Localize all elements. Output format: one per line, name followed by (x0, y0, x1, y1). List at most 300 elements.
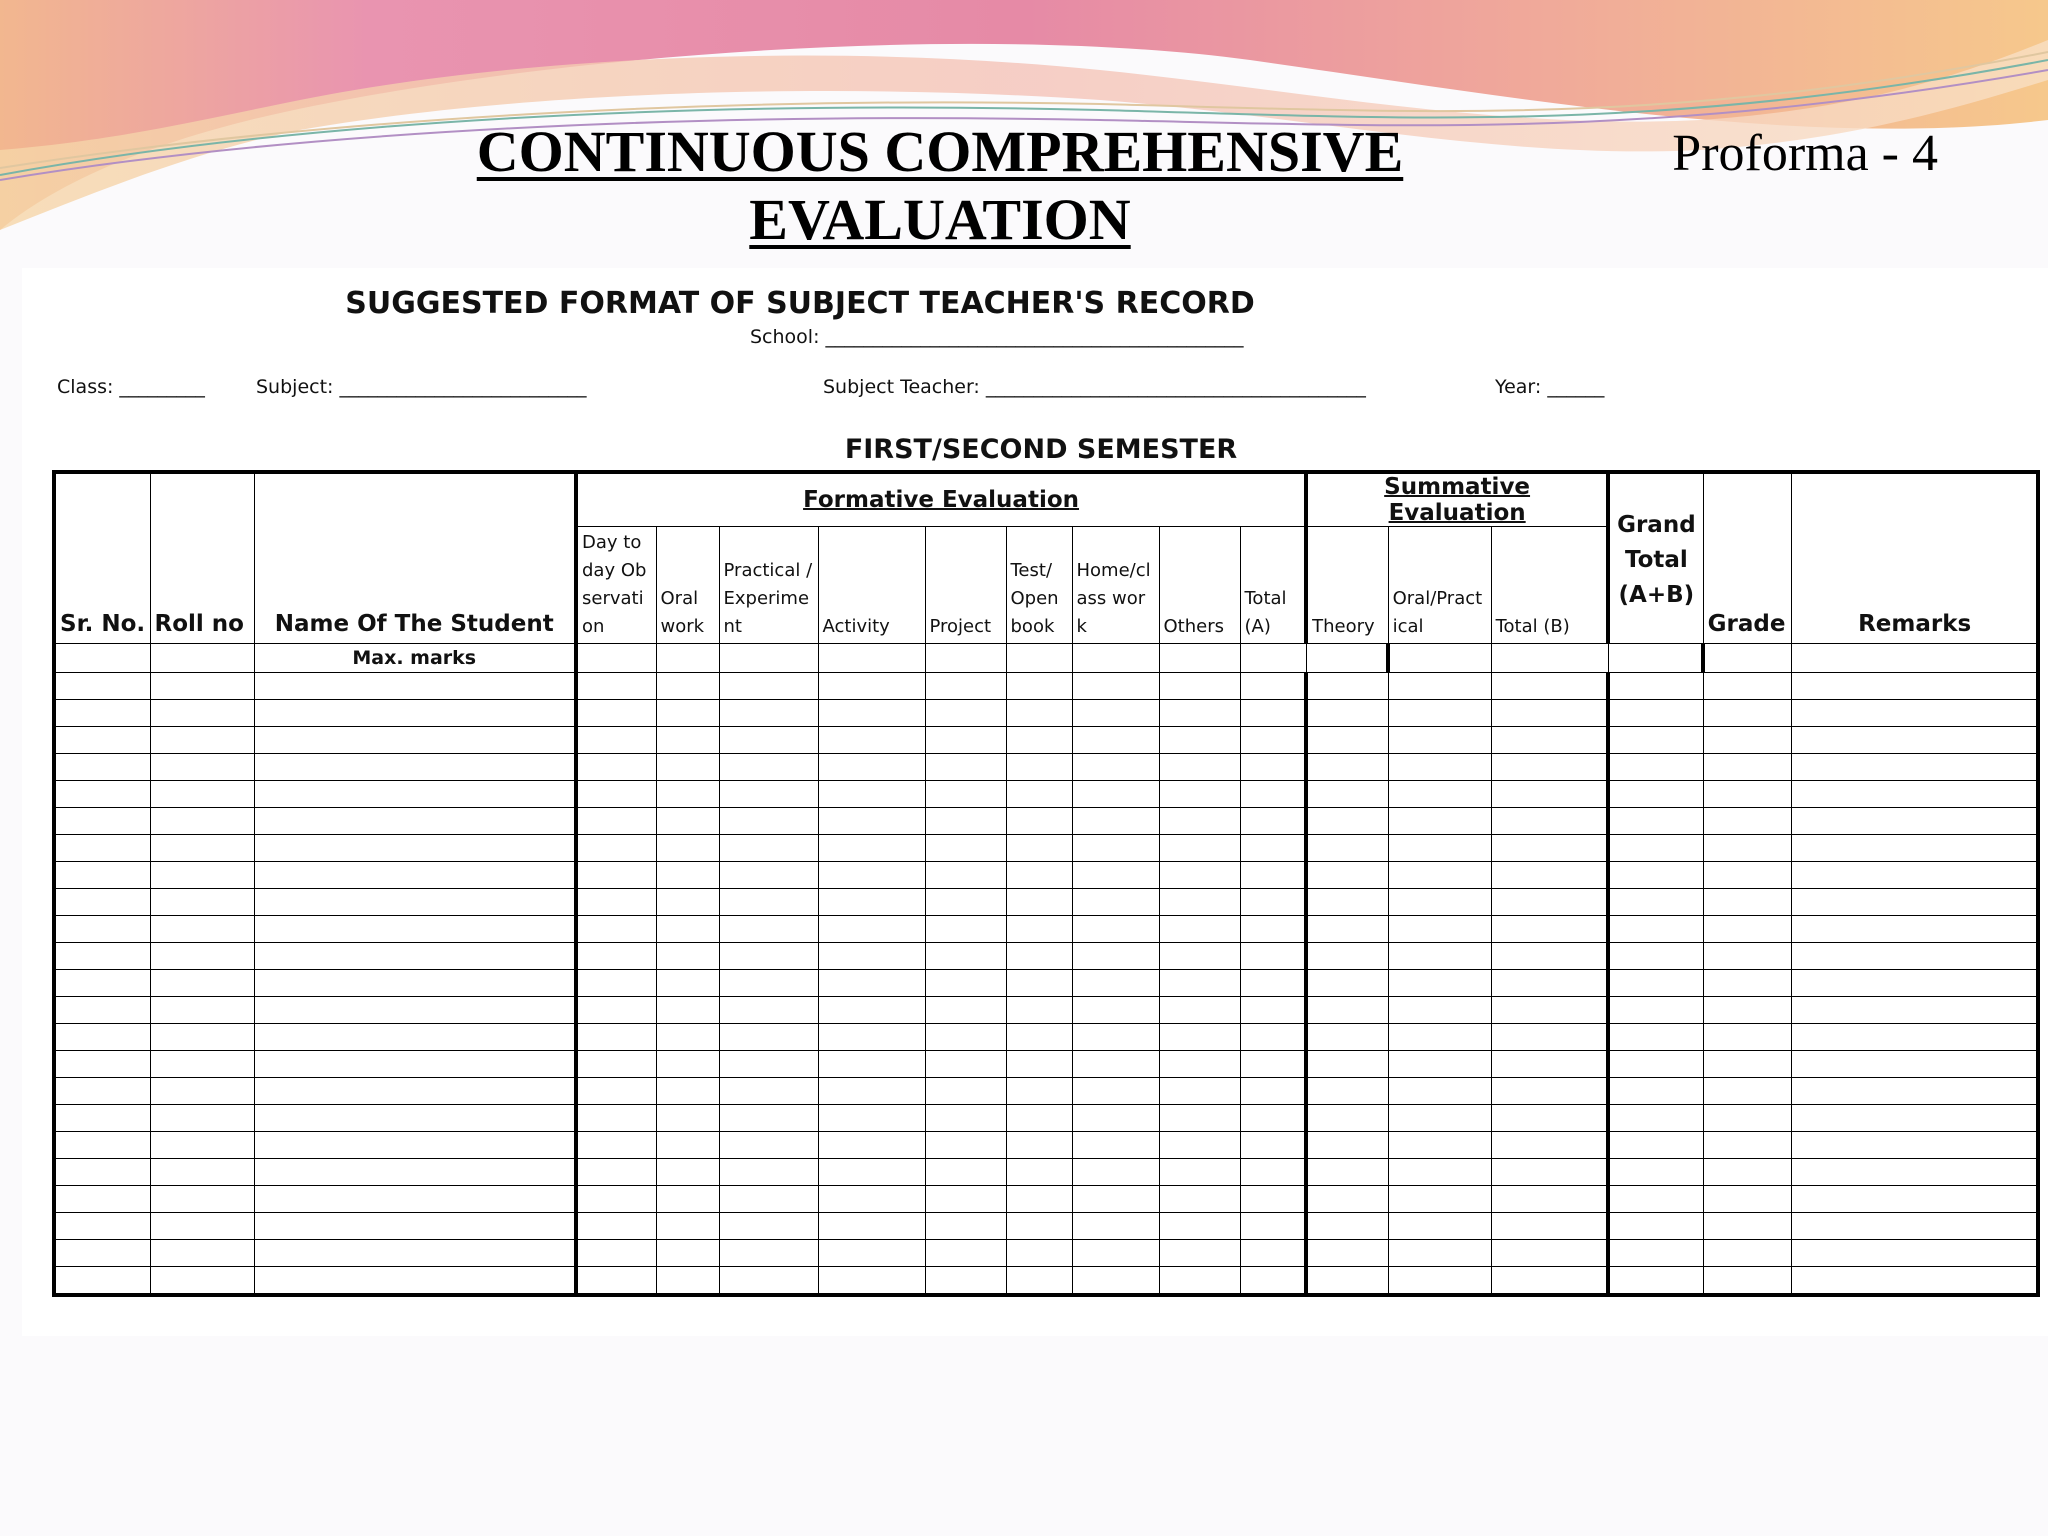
table-cell (54, 1213, 150, 1240)
table-row (54, 1024, 2038, 1051)
table-cell (1791, 835, 2038, 862)
table-cell (1388, 1159, 1491, 1186)
table-cell (1240, 862, 1306, 889)
table-cell (1608, 1078, 1703, 1105)
table-cell (576, 644, 656, 673)
table-cell (1608, 1051, 1703, 1078)
table-cell (1388, 673, 1491, 700)
table-cell (1306, 1051, 1388, 1078)
table-cell (1006, 943, 1072, 970)
table-cell (719, 997, 818, 1024)
table-cell (1791, 1213, 2038, 1240)
table-cell (1072, 835, 1159, 862)
col-activity: Activity (818, 527, 925, 644)
table-cell (656, 727, 719, 754)
table-cell (925, 1159, 1006, 1186)
table-cell (719, 1105, 818, 1132)
table-cell (1159, 1132, 1240, 1159)
table-cell (1006, 997, 1072, 1024)
table-cell (1791, 781, 2038, 808)
table-cell (818, 700, 925, 727)
table-cell (1608, 1159, 1703, 1186)
table-row (54, 727, 2038, 754)
table-cell (1388, 862, 1491, 889)
table-cell (1388, 1213, 1491, 1240)
table-cell (1072, 781, 1159, 808)
table-cell (254, 754, 576, 781)
table-cell (576, 700, 656, 727)
table-cell (1491, 754, 1608, 781)
col-oral-work: Oral work (656, 527, 719, 644)
table-cell (1240, 1213, 1306, 1240)
table-cell (150, 1024, 254, 1051)
table-cell (150, 1105, 254, 1132)
table-cell (1608, 1240, 1703, 1267)
table-cell (1306, 916, 1388, 943)
table-cell (1240, 781, 1306, 808)
table-cell (1388, 754, 1491, 781)
table-cell (1306, 835, 1388, 862)
table-cell (925, 673, 1006, 700)
table-cell (1306, 781, 1388, 808)
table-cell (656, 644, 719, 673)
table-cell (1006, 673, 1072, 700)
table-cell (150, 1078, 254, 1105)
summative-evaluation-header (1306, 472, 1608, 527)
table-cell (719, 808, 818, 835)
table-row (54, 1213, 2038, 1240)
table-cell (1072, 943, 1159, 970)
table-cell (1240, 1186, 1306, 1213)
table-cell (656, 1213, 719, 1240)
table-cell (1491, 1105, 1608, 1132)
table-cell (254, 997, 576, 1024)
table-cell (1159, 808, 1240, 835)
table-cell (818, 835, 925, 862)
table-cell (1159, 1267, 1240, 1296)
table-cell (150, 889, 254, 916)
table-cell (925, 889, 1006, 916)
table-cell (150, 970, 254, 997)
table-cell (1388, 1024, 1491, 1051)
table-cell (576, 1267, 656, 1296)
table-cell (1388, 835, 1491, 862)
table-cell (1388, 727, 1491, 754)
table-cell (1240, 1078, 1306, 1105)
table-cell (719, 1159, 818, 1186)
table-cell (150, 1267, 254, 1296)
table-cell (1306, 754, 1388, 781)
table-cell (1608, 835, 1703, 862)
table-cell (54, 673, 150, 700)
table-cell (1306, 1186, 1388, 1213)
table-cell (1159, 943, 1240, 970)
table-cell (54, 1132, 150, 1159)
table-cell (1159, 1213, 1240, 1240)
table-cell (576, 1186, 656, 1213)
table-cell (1388, 943, 1491, 970)
table-cell (1159, 916, 1240, 943)
table-cell (1791, 1186, 2038, 1213)
table-cell (254, 835, 576, 862)
table-cell (1608, 808, 1703, 835)
table-cell (576, 754, 656, 781)
table-cell (656, 916, 719, 943)
table-cell (1491, 644, 1608, 673)
table-cell (150, 1186, 254, 1213)
table-cell (1240, 943, 1306, 970)
table-cell (576, 997, 656, 1024)
col-sr-no: Sr. No. (54, 472, 150, 644)
table-cell (925, 997, 1006, 1024)
table-cell (1072, 700, 1159, 727)
table-cell (656, 1159, 719, 1186)
col-oral-practical: Oral/Practical (1388, 527, 1491, 644)
table-cell (54, 916, 150, 943)
table-cell (576, 889, 656, 916)
table-cell (1006, 916, 1072, 943)
table-cell (1159, 1159, 1240, 1186)
table-cell (1791, 1159, 2038, 1186)
table-cell (1240, 1240, 1306, 1267)
table-cell (818, 1132, 925, 1159)
table-cell (656, 673, 719, 700)
table-cell (1703, 1240, 1791, 1267)
table-cell (254, 1078, 576, 1105)
table-cell (1159, 970, 1240, 997)
table-cell (925, 808, 1006, 835)
table-cell (1006, 1186, 1072, 1213)
table-cell (656, 862, 719, 889)
table-cell (54, 943, 150, 970)
table-cell (1159, 644, 1240, 673)
table-cell (1703, 916, 1791, 943)
table-row (54, 889, 2038, 916)
table-cell (576, 1078, 656, 1105)
table-cell (1072, 1024, 1159, 1051)
table-cell (576, 835, 656, 862)
table-cell (1072, 1132, 1159, 1159)
col-others: Others (1159, 527, 1240, 644)
table-cell (54, 1051, 150, 1078)
table-cell (254, 1105, 576, 1132)
table-cell (925, 1186, 1006, 1213)
table-cell (150, 835, 254, 862)
table-cell (576, 1024, 656, 1051)
table-cell (1306, 862, 1388, 889)
subject-teacher-field: Subject Teacher: ________________________________________ (823, 376, 1366, 398)
table-cell (719, 889, 818, 916)
table-cell (1240, 673, 1306, 700)
table-cell (656, 1051, 719, 1078)
table-cell (1072, 644, 1159, 673)
table-cell (1072, 916, 1159, 943)
table-cell (54, 1240, 150, 1267)
table-cell (54, 1105, 150, 1132)
table-cell (1491, 862, 1608, 889)
table-cell (54, 754, 150, 781)
col-grand-total: Grand Total (A+B) (1608, 472, 1703, 644)
table-cell (1240, 970, 1306, 997)
table-cell (576, 916, 656, 943)
table-cell (1791, 1267, 2038, 1296)
table-row (54, 700, 2038, 727)
table-cell (1306, 943, 1388, 970)
table-cell (1608, 727, 1703, 754)
table-cell (54, 781, 150, 808)
table-cell (1306, 1024, 1388, 1051)
table-cell (576, 808, 656, 835)
table-cell (1306, 727, 1388, 754)
proforma-label: Proforma - 4 (1672, 125, 1938, 182)
table-cell (54, 1186, 150, 1213)
table-cell (254, 781, 576, 808)
teacher-record-table (52, 470, 2040, 1297)
table-row (54, 970, 2038, 997)
table-cell (576, 1240, 656, 1267)
table-cell (818, 970, 925, 997)
table-cell (254, 700, 576, 727)
table-cell (1159, 889, 1240, 916)
table-cell (1240, 727, 1306, 754)
table-cell (150, 862, 254, 889)
table-cell (818, 1213, 925, 1240)
formative-evaluation-header (576, 472, 1306, 527)
table-cell (1006, 644, 1072, 673)
table-cell (1159, 1240, 1240, 1267)
table-cell (1240, 916, 1306, 943)
table-cell (1703, 970, 1791, 997)
table-row (54, 1051, 2038, 1078)
table-cell (925, 916, 1006, 943)
table-cell (1072, 997, 1159, 1024)
table-cell (1072, 673, 1159, 700)
table-cell (1072, 1051, 1159, 1078)
table-cell (150, 644, 254, 673)
table-cell (150, 808, 254, 835)
class-field: Class: _________ (57, 376, 205, 398)
table-cell (1703, 644, 1791, 673)
table-cell (1791, 754, 2038, 781)
table-cell (719, 700, 818, 727)
table-cell (925, 1078, 1006, 1105)
table-cell (925, 644, 1006, 673)
table-cell (1388, 1078, 1491, 1105)
table-cell (576, 970, 656, 997)
table-cell (1791, 808, 2038, 835)
table-cell (1791, 1024, 2038, 1051)
table-cell (576, 862, 656, 889)
table-cell (925, 1267, 1006, 1296)
table-cell (818, 997, 925, 1024)
table-cell (1491, 1132, 1608, 1159)
table-cell (1159, 862, 1240, 889)
table-cell (818, 1267, 925, 1296)
table-cell (656, 1240, 719, 1267)
table-cell (818, 1159, 925, 1186)
table-cell (1006, 889, 1072, 916)
table-cell (576, 673, 656, 700)
table-cell (1388, 1105, 1491, 1132)
table-cell (1240, 1267, 1306, 1296)
table-cell (818, 781, 925, 808)
col-project: Project (925, 527, 1006, 644)
table-row (54, 1159, 2038, 1186)
table-cell (54, 862, 150, 889)
table-cell (54, 1024, 150, 1051)
table-row (54, 781, 2038, 808)
table-cell (1608, 754, 1703, 781)
table-cell (1306, 889, 1388, 916)
table-row (54, 1267, 2038, 1296)
table-row (54, 997, 2038, 1024)
table-cell (1703, 1105, 1791, 1132)
table-cell (719, 673, 818, 700)
table-row (54, 754, 2038, 781)
table-cell (1006, 727, 1072, 754)
table-cell (719, 754, 818, 781)
table-cell (656, 754, 719, 781)
table-cell (576, 1051, 656, 1078)
table-cell (719, 1132, 818, 1159)
table-cell (1240, 1105, 1306, 1132)
col-practical-experiment: Practical /Experiment (719, 527, 818, 644)
table-cell (1159, 1078, 1240, 1105)
table-cell (1608, 862, 1703, 889)
col-total-b: Total (B) (1491, 527, 1608, 644)
table-cell (818, 889, 925, 916)
table-cell (656, 1024, 719, 1051)
table-cell (719, 1267, 818, 1296)
table-cell (1703, 997, 1791, 1024)
table-cell (254, 1024, 576, 1051)
table-cell (1491, 970, 1608, 997)
table-cell (925, 943, 1006, 970)
table-cell (1159, 835, 1240, 862)
table-row (54, 862, 2038, 889)
table-cell (1791, 889, 2038, 916)
table-cell (1608, 1105, 1703, 1132)
table-cell (254, 1159, 576, 1186)
table-cell (1006, 1267, 1072, 1296)
table-cell (1703, 943, 1791, 970)
col-grade: Grade (1703, 472, 1791, 644)
table-cell (1791, 1078, 2038, 1105)
table-cell (1306, 1267, 1388, 1296)
table-cell (719, 835, 818, 862)
table-cell (54, 1078, 150, 1105)
table-cell (1608, 943, 1703, 970)
table-cell (1306, 1213, 1388, 1240)
table-cell (1491, 997, 1608, 1024)
table-cell (1703, 1051, 1791, 1078)
table-cell (1159, 727, 1240, 754)
record-body (54, 644, 2038, 1296)
table-cell (1608, 997, 1703, 1024)
table-cell (1608, 1267, 1703, 1296)
table-cell (254, 727, 576, 754)
table-cell (1306, 673, 1388, 700)
table-cell (719, 1024, 818, 1051)
table-cell (925, 1240, 1006, 1267)
table-cell (1491, 943, 1608, 970)
table-cell (576, 781, 656, 808)
table-cell (1703, 1078, 1791, 1105)
table-cell (254, 808, 576, 835)
table-cell (54, 644, 150, 673)
table-cell (1306, 1159, 1388, 1186)
table-cell (1608, 1213, 1703, 1240)
table-cell (1703, 673, 1791, 700)
table-cell (818, 1240, 925, 1267)
table-cell (1703, 1213, 1791, 1240)
table-cell (1006, 970, 1072, 997)
table-cell (1159, 781, 1240, 808)
table-cell (818, 1078, 925, 1105)
table-row (54, 673, 2038, 700)
table-cell (576, 943, 656, 970)
table-cell (150, 1132, 254, 1159)
table-cell (1072, 1078, 1159, 1105)
table-cell (1006, 754, 1072, 781)
table-cell (1791, 862, 2038, 889)
table-cell (1491, 916, 1608, 943)
table-cell (719, 644, 818, 673)
table-cell (1306, 1078, 1388, 1105)
table-cell (925, 1051, 1006, 1078)
table-cell (1388, 916, 1491, 943)
table-row (54, 916, 2038, 943)
table-cell (1388, 997, 1491, 1024)
table-cell (1388, 889, 1491, 916)
table-cell (576, 1213, 656, 1240)
table-cell (150, 727, 254, 754)
table-cell (1703, 889, 1791, 916)
table-cell (1703, 1132, 1791, 1159)
table-cell (1491, 781, 1608, 808)
table-cell (1703, 1267, 1791, 1296)
col-home-class-work: Home/class work (1072, 527, 1159, 644)
table-cell (1159, 673, 1240, 700)
table-cell (1306, 970, 1388, 997)
col-remarks: Remarks (1791, 472, 2038, 644)
table-cell (1608, 970, 1703, 997)
table-cell (925, 754, 1006, 781)
table-cell (254, 1213, 576, 1240)
table-cell (254, 1051, 576, 1078)
max-marks-row (54, 644, 2038, 673)
table-cell (54, 1159, 150, 1186)
col-day-to-day-observation: Day to day Observation (576, 527, 656, 644)
table-cell (719, 1051, 818, 1078)
table-cell (1159, 1105, 1240, 1132)
table-cell (1703, 835, 1791, 862)
table-cell (1072, 754, 1159, 781)
table-cell (1791, 997, 2038, 1024)
table-cell (1306, 1240, 1388, 1267)
school-field: School: ____________________________________________ (750, 326, 1244, 348)
table-cell (1159, 700, 1240, 727)
format-heading: SUGGESTED FORMAT OF SUBJECT TEACHER'S RECORD (345, 286, 1255, 321)
table-cell (818, 943, 925, 970)
table-cell (1006, 1159, 1072, 1186)
table-cell (150, 781, 254, 808)
table-cell (1703, 1186, 1791, 1213)
col-test-open-book: Test/ Open book (1006, 527, 1072, 644)
table-cell (925, 781, 1006, 808)
table-cell (925, 1132, 1006, 1159)
table-cell (254, 970, 576, 997)
